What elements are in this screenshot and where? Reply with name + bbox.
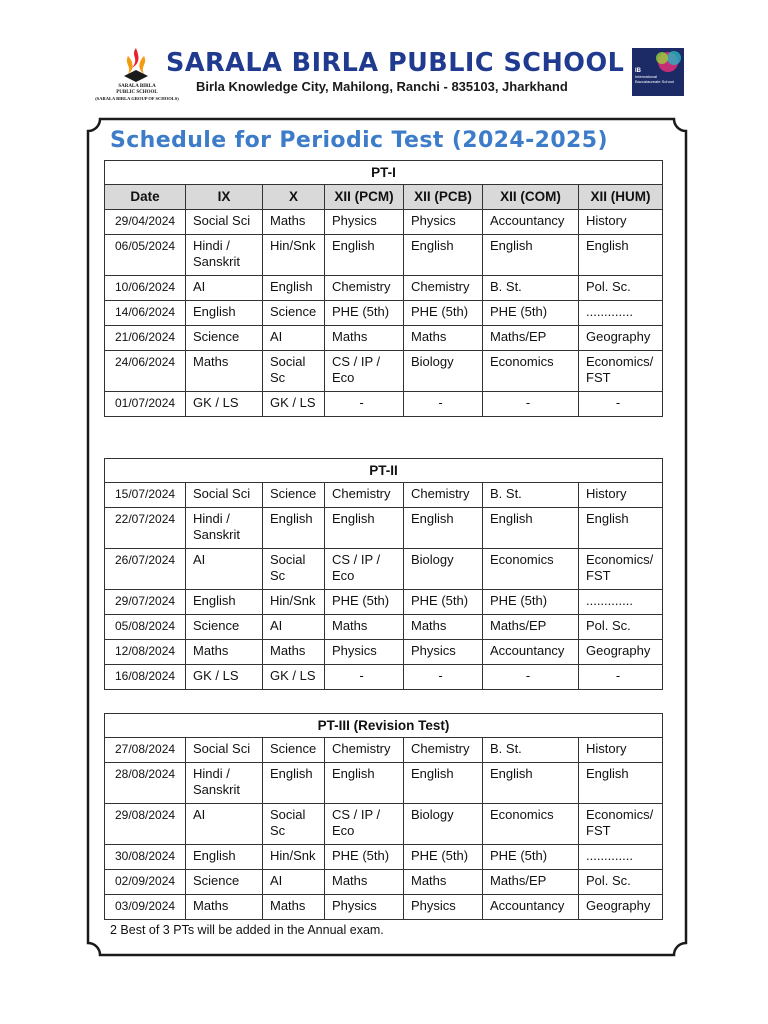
column-header: X <box>263 185 325 210</box>
logo-text: SARALA BIRLA PUBLIC SCHOOL <box>116 84 158 95</box>
table-row: 21/06/2024 Science AI Maths Maths Maths/EP Geography <box>105 326 663 351</box>
svg-text:IB: IB <box>635 68 641 74</box>
table-row: 12/08/2024 Maths Maths Physics Physics Accountancy Geography <box>105 640 663 665</box>
table-row: 29/08/2024 AI Social Sc CS / IP / Eco Biology Economics Economics/ FST <box>105 804 663 845</box>
table-row: 16/08/2024 GK / LS GK / LS - - - - <box>105 665 663 690</box>
table-row: 02/09/2024 Science AI Maths Maths Maths/EP Pol. Sc. <box>105 870 663 895</box>
table-row: 14/06/2024 English Science PHE (5th) PHE (5th) PHE (5th) ............. <box>105 301 663 326</box>
footnote: 2 Best of 3 PTs will be added in the Annual exam. <box>110 923 384 937</box>
table-row: 24/06/2024 Maths Social Sc CS / IP / Eco Biology Economics Economics/ FST <box>105 351 663 392</box>
ib-badge-text: International Baccalaureate School <box>635 74 674 84</box>
column-header: XII (PCM) <box>325 185 404 210</box>
letterhead <box>0 0 768 110</box>
table-row: 29/04/2024 Social Sci Maths Physics Physics Accountancy History <box>105 210 663 235</box>
schedule-table-pt2 <box>104 458 663 690</box>
table-row: 26/07/2024 AI Social Sc CS / IP / Eco Biology Economics Economics/ FST <box>105 549 663 590</box>
table-row: 01/07/2024 GK / LS GK / LS - - - - <box>105 392 663 417</box>
column-header: XII (HUM) <box>579 185 663 210</box>
column-header: XII (COM) <box>483 185 579 210</box>
table-row: 30/08/2024 English Hin/Snk PHE (5th) PHE (5th) PHE (5th) ............. <box>105 845 663 870</box>
table-row: 06/05/2024 Hindi / Sanskrit Hin/Snk English English English English <box>105 235 663 276</box>
ib-badge <box>632 48 684 96</box>
school-address: Birla Knowledge City, Mahilong, Ranchi - 835103, Jharkhand <box>196 79 568 94</box>
table-row: 15/07/2024 Social Sci Science Chemistry Chemistry B. St. History <box>105 483 663 508</box>
table-row: 29/07/2024 English Hin/Snk PHE (5th) PHE (5th) PHE (5th) ............. <box>105 590 663 615</box>
section-title: PT-III (Revision Test) <box>105 714 663 738</box>
table-row: 03/09/2024 Maths Maths Physics Physics Accountancy Geography <box>105 895 663 920</box>
table-row: 05/08/2024 Science AI Maths Maths Maths/EP Pol. Sc. <box>105 615 663 640</box>
section-title: PT-II <box>105 459 663 483</box>
column-header: IX <box>186 185 263 210</box>
school-name: SARALA BIRLA PUBLIC SCHOOL <box>166 48 625 78</box>
logo-subtext: (SARALA BIRLA GROUP OF SCHOOLS) <box>95 96 179 101</box>
table-row: 10/06/2024 AI English Chemistry Chemistry B. St. Pol. Sc. <box>105 276 663 301</box>
table-row: 27/08/2024 Social Sci Science Chemistry Chemistry B. St. History <box>105 738 663 763</box>
page-title: Schedule for Periodic Test (2024-2025) <box>110 128 608 153</box>
table-row: 22/07/2024 Hindi / Sanskrit English English English English English <box>105 508 663 549</box>
section-title: PT-I <box>105 161 663 185</box>
ib-logo-icon <box>632 48 684 96</box>
table-header <box>105 185 663 210</box>
schedule-table-pt3 <box>104 713 663 920</box>
column-header: XII (PCB) <box>404 185 483 210</box>
table-row: 28/08/2024 Hindi / Sanskrit English English English English English <box>105 763 663 804</box>
schedule-table-pt1 <box>104 160 663 417</box>
column-header: Date <box>105 185 186 210</box>
flame-emblem-icon <box>116 46 156 84</box>
